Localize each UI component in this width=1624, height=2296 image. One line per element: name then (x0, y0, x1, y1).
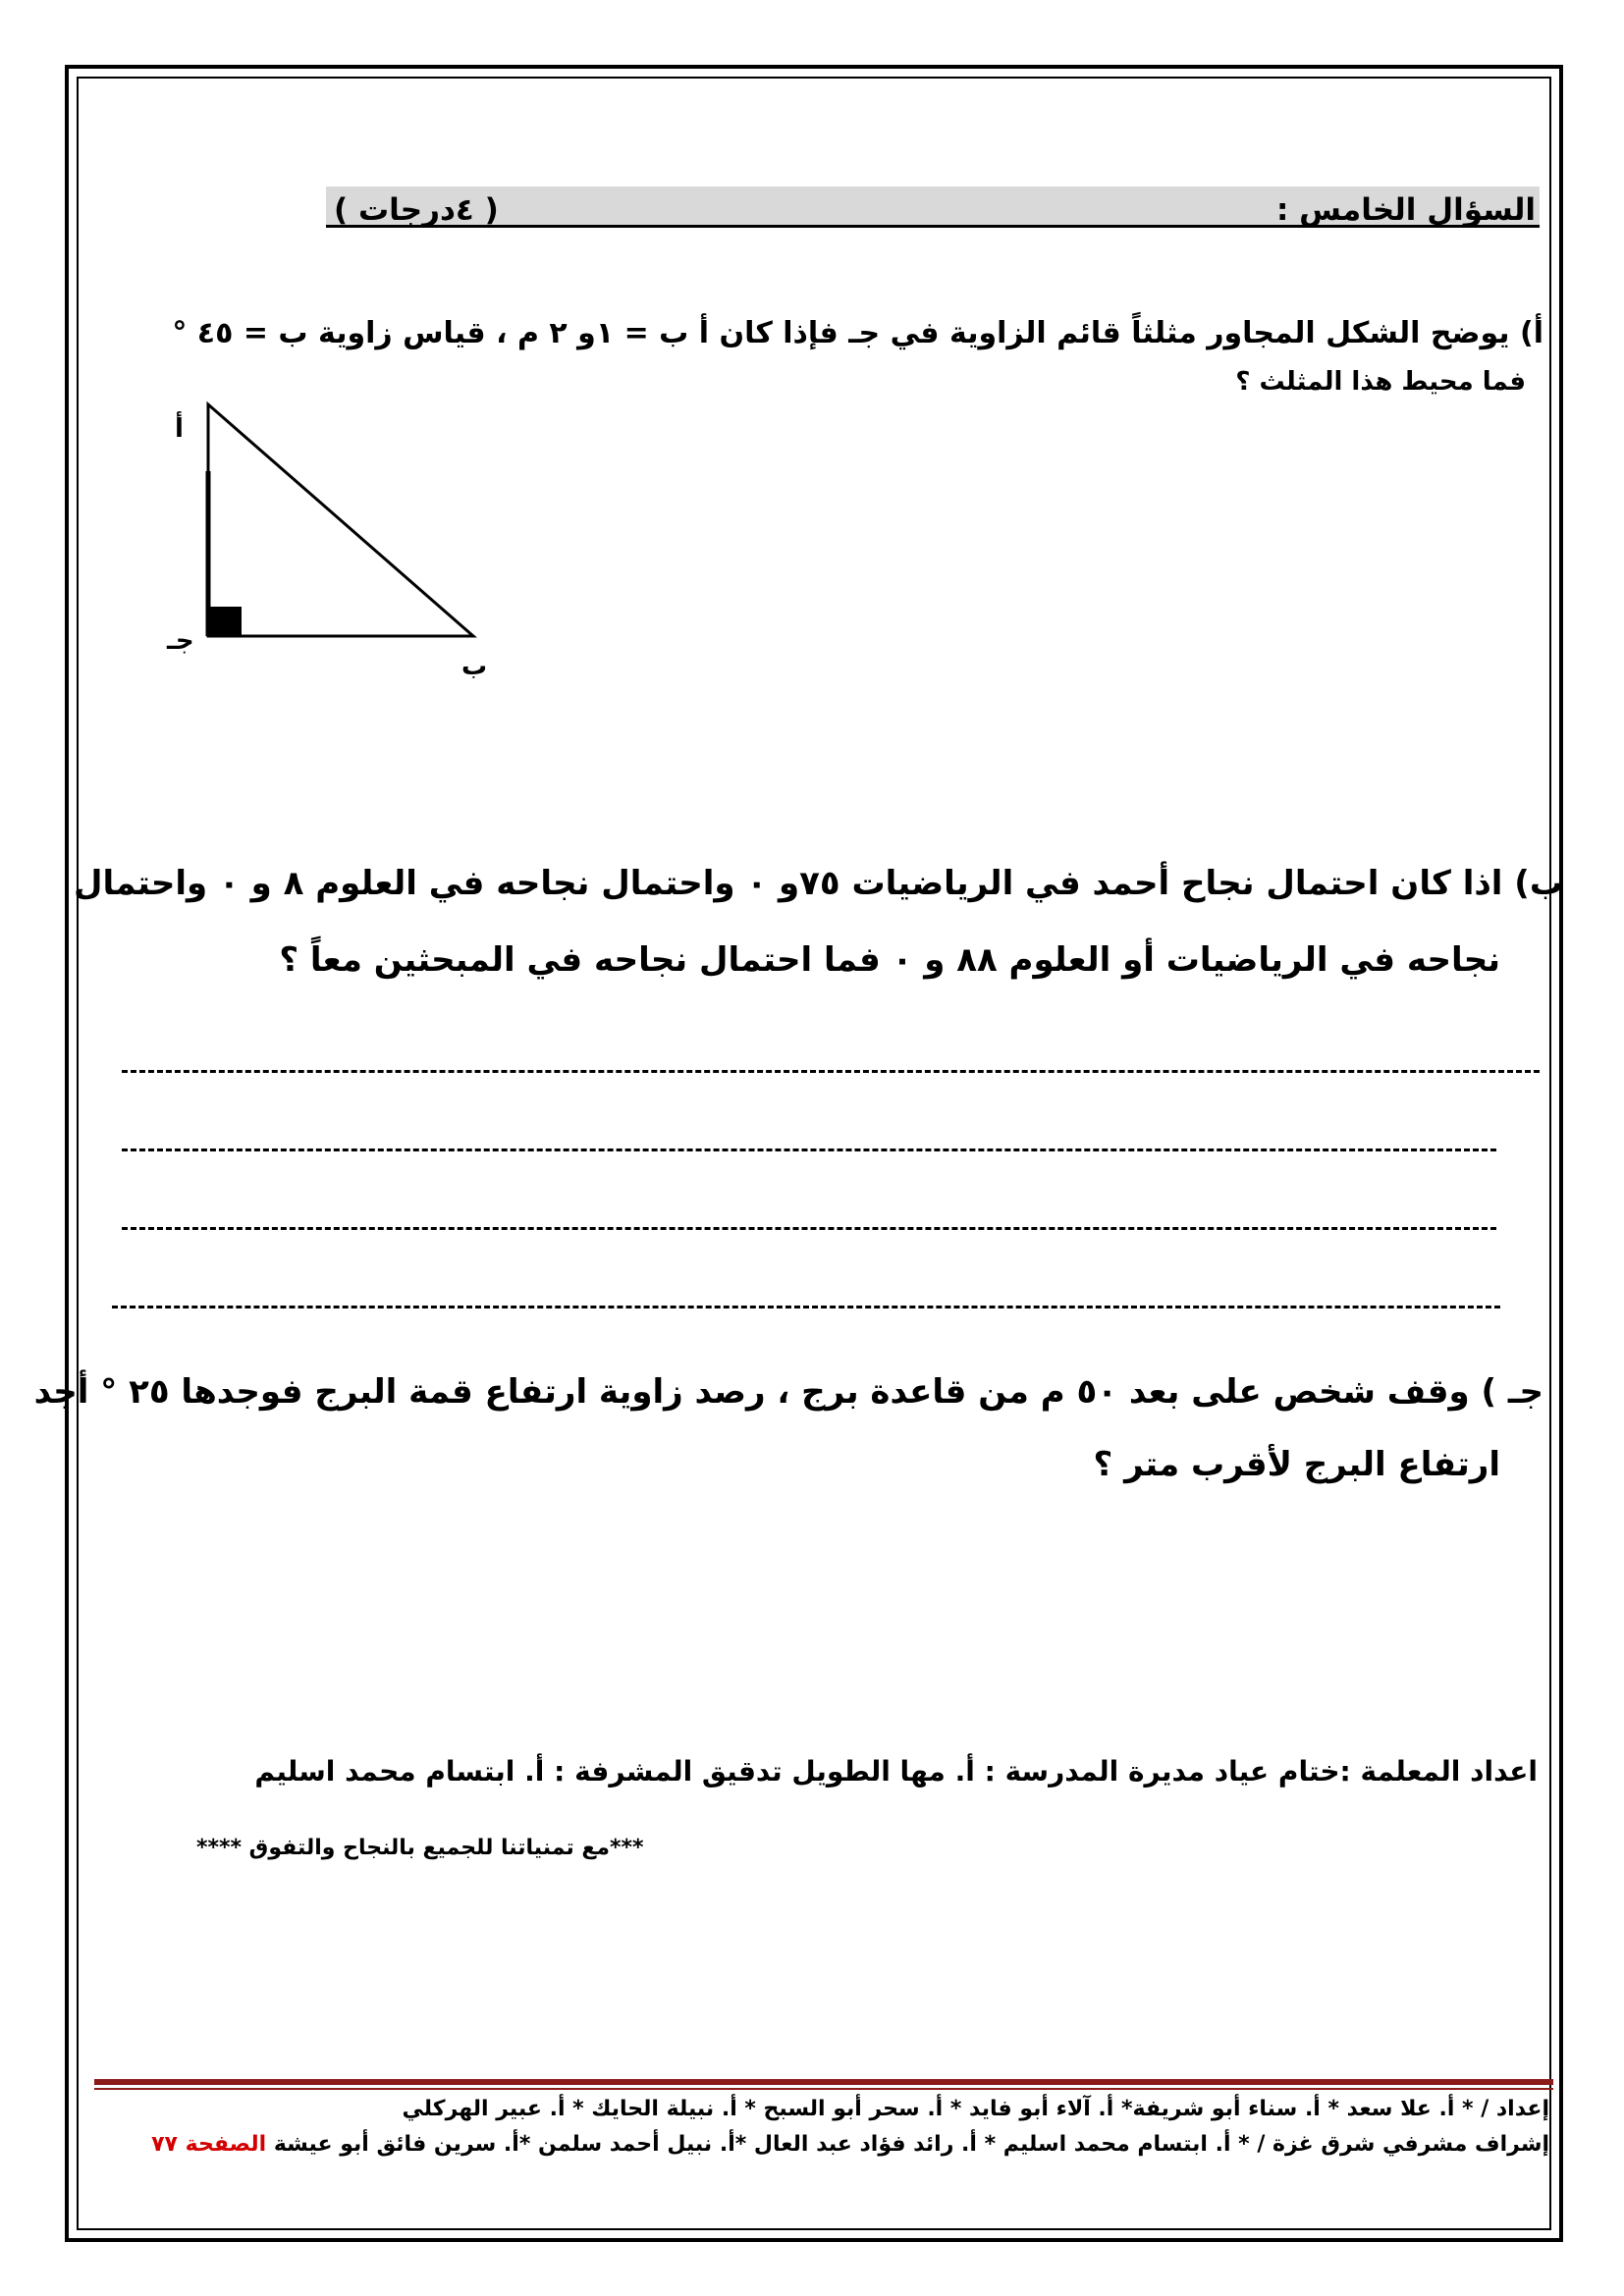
footer-supervisors-text: إشراف مشرفي شرق غزة / * أ. ابتسام محمد اسليم * أ. رائد فؤاد عبد العال *أ. نبيل أحمد سلمن *أ. سرين فائق أبو عيشة (273, 2132, 1549, 2157)
vertex-label-b: ب (461, 652, 488, 681)
answer-line-2 (122, 1148, 1496, 1151)
triangle-shape (208, 404, 473, 636)
question-title: السؤال الخامس : (1275, 192, 1536, 228)
footer-rule-thin (94, 2088, 1553, 2090)
part-c-line2: ارتفاع البرج لأقرب متر ؟ (1093, 1445, 1500, 1484)
part-a-line1: أ) يوضح الشكل المجاور مثلثاً قائم الزاوية في جـ فإذا كان أ ب = ١و ٢ م ، قياس زاوية ب = ٤٥ ° (172, 316, 1543, 350)
footer-authors-line: إعداد / * أ. علا سعد * أ. سناء أبو شريفة* أ. آلاء أبو فايد * أ. سحر أبو السبح * أ. نبيلة الحايك * أ. عبير الهركلي (402, 2097, 1549, 2121)
part-b-line1: ب) اذا كان احتمال نجاح أحمد في الرياضيات ٧٥و ٠ واحتمال نجاحه في العلوم ٨ و ٠ واحتمال (73, 864, 1563, 903)
footer-supervisors-line (151, 2132, 1549, 2157)
part-a-line2: فما محيط هذا المثلث ؟ (1235, 367, 1526, 397)
question-marks: ( ٤درجات ) (334, 192, 499, 228)
right-triangle-figure (147, 393, 501, 687)
vertex-label-c: جـ (167, 626, 194, 656)
vertex-label-a: أ (175, 414, 184, 444)
answer-line-3 (122, 1227, 1496, 1230)
credits-line: اعداد المعلمة :ختام عياد مديرة المدرسة : أ. مها الطويل تدقيق المشرفة : أ. ابتسام محمد اسليم (254, 1755, 1538, 1788)
right-angle-marker (210, 607, 242, 636)
page-number-label: الصفحة ٧٧ (151, 2132, 267, 2157)
answer-line-1 (122, 1070, 1540, 1073)
answer-line-4 (112, 1306, 1500, 1308)
footer-rule-thick (94, 2079, 1553, 2085)
wishes-line: ***مع تمنياتنا للجميع بالنجاح والتفوق **** (196, 1836, 644, 1860)
part-b-line2: نجاحه في الرياضيات أو العلوم ٨٨ و ٠ فما احتمال نجاحه في المبحثين معاً ؟ (279, 940, 1500, 980)
part-c-line1: جـ ) وقف شخص على بعد ٥٠ م من قاعدة برج ، رصد زاوية ارتفاع قمة البرج فوجدها ٢٥ ° أجد (33, 1372, 1543, 1412)
